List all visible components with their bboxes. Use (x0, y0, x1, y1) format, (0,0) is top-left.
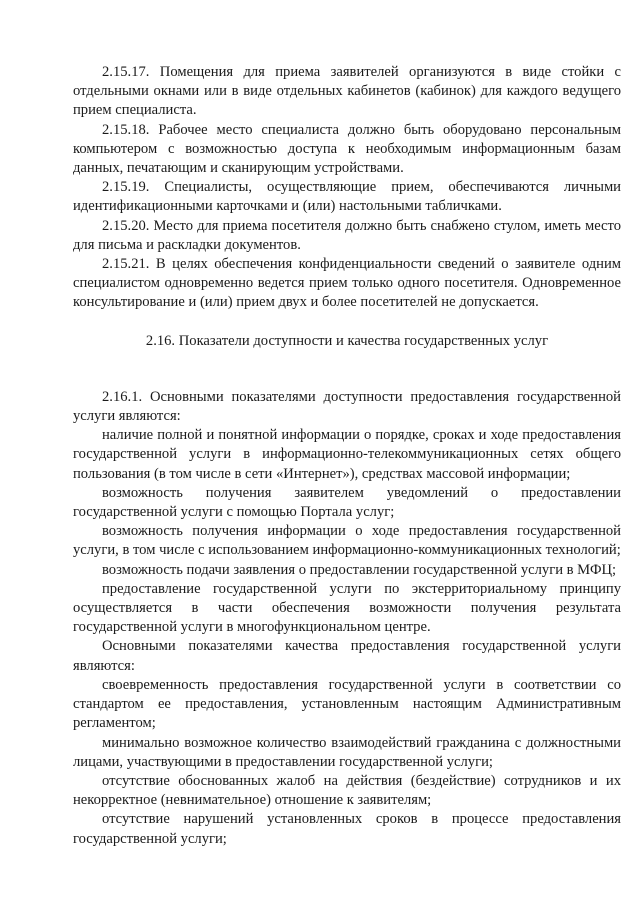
section-heading: 2.16. Показатели доступности и качества государственных услуг (145, 332, 549, 349)
list-item: своевременность предоставления государственной услуги в соответствии со стандартом ее предоставления, установленным настоящим Административным регламентом; (73, 676, 621, 732)
list-item: возможность подачи заявления о предоставлении государственной услуги в МФЦ; (102, 561, 617, 578)
paragraph-2-15-21: 2.15.21. В целях обеспечения конфиденциальности сведений о заявителе одним специалистом одновременно ведется прием только одного посетителя. Одновременное консультирование и (или) прием двух и более посетителей не допускается. (73, 256, 621, 311)
list-item: минимально возможное количество взаимодействий гражданина с должностными лицами, участвующими в предоставлении государственной услуги; (73, 734, 621, 770)
paragraph-2-15-19: 2.15.19. Специалисты, осуществляющие прием, обеспечиваются личными идентификационными карточками и (или) настольными табличками. (73, 179, 621, 215)
paragraph-quality-intro: Основными показателями качества предоставления государственной услуги являются: (73, 638, 621, 674)
document-body (73, 63, 621, 849)
list-item: предоставление государственной услуги по экстерриториальному принципу осуществляется в части обеспечения возможности получения результата государственной услуги в многофункциональном центре. (73, 580, 621, 636)
list-item: возможность получения информации о ходе предоставления государственной услуги, в том числе с использованием информационно-коммуникационных технологий; (73, 523, 621, 559)
paragraph-2-15-18: 2.15.18. Рабочее место специалиста должно быть оборудовано персональным компьютером с возможностью доступа к необходимым информационным базам данных, печатающим и сканирующим устройствами. (73, 121, 621, 177)
list-item: возможность получения заявителем уведомлений о предоставлении государственной услуги с помощью Портала услуг; (73, 484, 621, 521)
list-item: отсутствие нарушений установленных сроков в процессе предоставления государственной услуги; (73, 811, 621, 847)
paragraph-2-15-20: 2.15.20. Место для приема посетителя должно быть снабжено стулом, иметь место для письма и раскладки документов. (73, 217, 621, 253)
list-item: отсутствие обоснованных жалоб на действия (бездействие) сотрудников и их некорректное (невнимательное) отношение к заявителям; (73, 772, 621, 809)
paragraph-2-16-1: 2.16.1. Основными показателями доступности предоставления государственной услуги являются: (73, 388, 621, 425)
paragraph-2-15-17: 2.15.17. Помещения для приема заявителей организуются в виде стойки с отдельными окнами или в виде отдельных кабинетов (кабинок) для каждого ведущего прием специалиста. (73, 64, 621, 119)
list-item: наличие полной и понятной информации о порядке, сроках и ходе предоставления государственной услуги в информационно-телекоммуникационных сетях общего пользования (в том числе в сети «Интернет»), средствах массовой информации; (73, 427, 621, 482)
